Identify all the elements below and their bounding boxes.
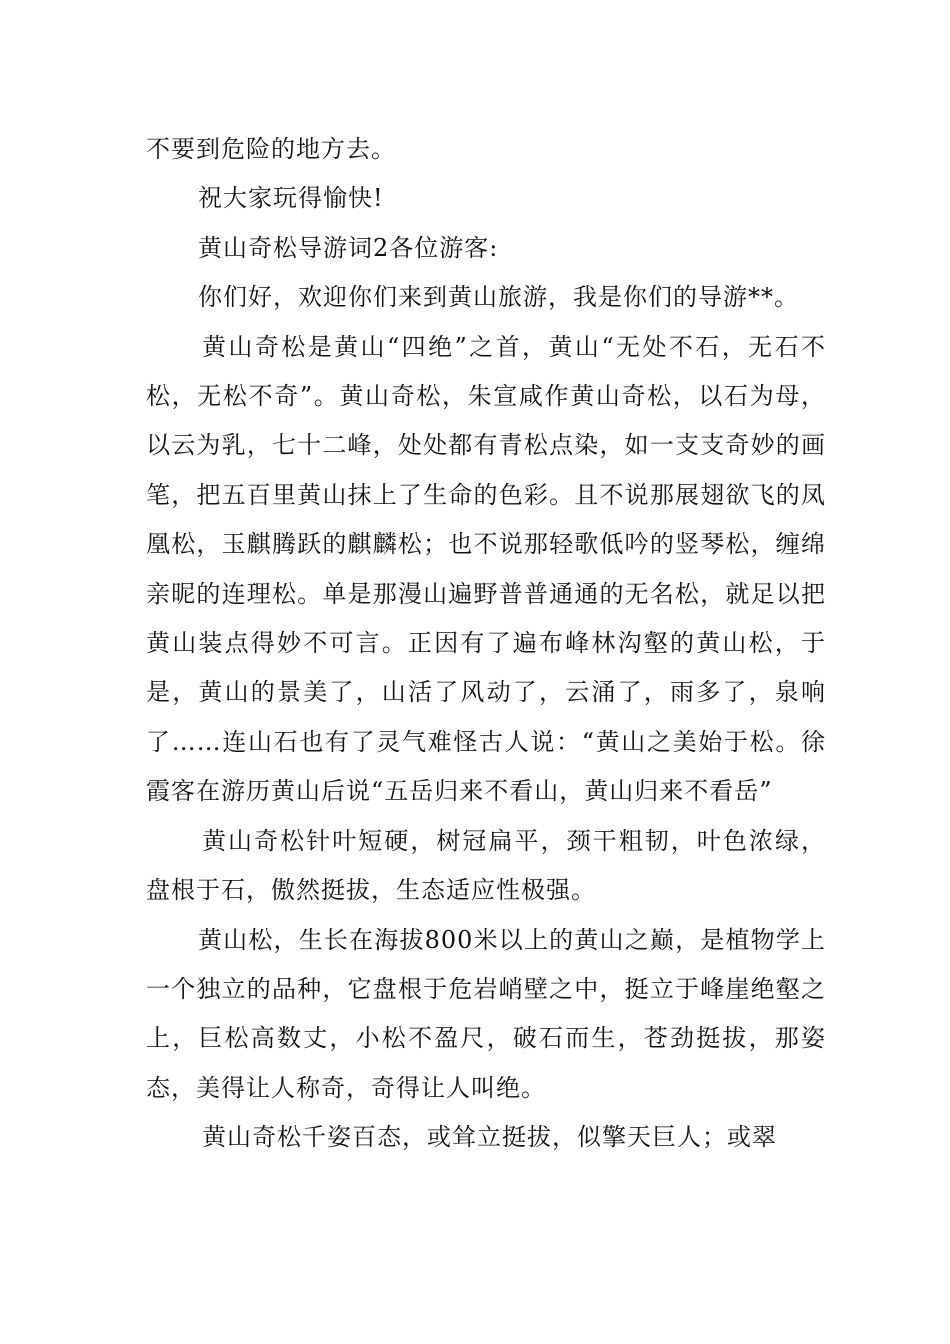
paragraph-pines-features: 黄山奇松针叶短硬，树冠扁平，颈干粗韧，叶色浓绿，盘根于石，傲然挺拔，生态适应性极强。: [146, 826, 826, 905]
paragraph-continuation: 不要到危险的地方去。: [146, 135, 396, 163]
paragraph-pines-intro: 黄山奇松是黄山“四绝”之首，黄山“无处不石，无石不松，无松不奇”。黄山奇松，朱宣咸作黄山奇松，以石为母，以云为乳，七十二峰，处处都有青松点染，如一支支奇妙的画笔，把五百里黄山抹上了生命的色彩。且不说那展翅欲飞的凤凰松，玉麒腾跃的麒麟松；也不说那轻歌低吟的竖琴松，缠绵亲昵的连理松。单是那漫山遍野普普通通的无名松，就足以把黄山装点得妙不可言。正因有了遍布峰林沟壑的黄山松，于是，黄山的景美了，山活了风动了，云涌了，雨多了，泉响了……连山石也有了灵气难怪古人说：“黄山之美始于松。徐霞客在游历黄山后说“五岳归来不看山，黄山归来不看岳”: [146, 332, 826, 806]
paragraph-pines-shapes: 黄山奇松千姿百态，或耸立挺拔，似擎天巨人；或翠: [202, 1123, 777, 1152]
document-body: [146, 125, 826, 1163]
paragraph-wish: 祝大家玩得愉快!: [198, 184, 384, 213]
paragraph-greeting: 你们好，欢迎你们来到黄山旅游，我是你们的导游**。: [198, 283, 799, 312]
paragraph-section-heading: 黄山奇松导游词2各位游客:: [198, 233, 499, 262]
paragraph-pines-habitat: 黄山松，生长在海拔800米以上的黄山之巅，是植物学上一个独立的品种，它盘根于危岩峭壁之中，挺立于峰崖绝壑之上，巨松高数丈，小松不盈尺，破石而生，苍劲挺拔，那姿态，美得让人称奇，奇得让人叫绝。: [146, 925, 826, 1102]
